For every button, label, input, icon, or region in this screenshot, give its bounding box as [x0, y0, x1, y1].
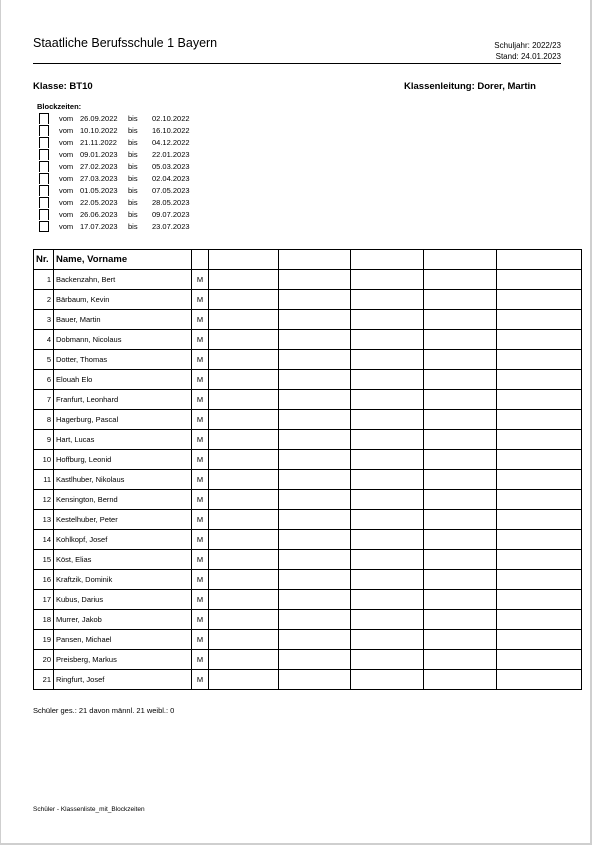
blockzeit-end: 05.03.2023: [152, 161, 190, 171]
student-nr: 2: [34, 290, 54, 310]
empty-cell: [497, 330, 582, 350]
student-name: Ringfurt, Josef: [54, 670, 192, 690]
blockzeit-end: 02.10.2022: [152, 113, 190, 123]
empty-cell: [351, 290, 424, 310]
student-gender: M: [192, 290, 209, 310]
student-nr: 17: [34, 590, 54, 610]
empty-cell: [497, 410, 582, 430]
empty-cell: [209, 530, 279, 550]
student-nr: 14: [34, 530, 54, 550]
table-row: [34, 470, 582, 490]
empty-cell: [279, 330, 351, 350]
empty-cell: [279, 370, 351, 390]
empty-cell: [209, 670, 279, 690]
blockzeit-row: [39, 208, 202, 220]
empty-cell: [424, 450, 497, 470]
page-border-left: [0, 0, 1, 845]
empty-cell: [351, 410, 424, 430]
schuljahr: Schuljahr: 2022/23: [494, 41, 561, 50]
empty-cell: [351, 330, 424, 350]
empty-cell: [351, 270, 424, 290]
student-name: Kraftzik, Dominik: [54, 570, 192, 590]
blockzeit-bis: bis: [128, 125, 138, 135]
empty-cell: [279, 550, 351, 570]
student-nr: 1: [34, 270, 54, 290]
col-gender-header: [192, 250, 209, 270]
empty-cell: [209, 290, 279, 310]
empty-cell: [424, 570, 497, 590]
table-row: [34, 350, 582, 370]
blockzeit-end: 16.10.2022: [152, 125, 190, 135]
blockzeit-end: 04.12.2022: [152, 137, 190, 147]
blockzeit-vom: vom: [59, 197, 74, 207]
student-gender: M: [192, 610, 209, 630]
col-name-header: Name, Vorname: [54, 250, 192, 270]
table-row: [34, 510, 582, 530]
empty-cell: [351, 550, 424, 570]
student-table: [33, 249, 582, 690]
blockzeiten-list: [39, 112, 202, 232]
table-row: [34, 630, 582, 650]
empty-cell: [424, 490, 497, 510]
student-name: Backenzahn, Bert: [54, 270, 192, 290]
blockzeit-row: [39, 220, 202, 232]
blockzeit-vom: vom: [59, 185, 74, 195]
empty-cell: [424, 550, 497, 570]
checkbox-icon: [39, 125, 49, 136]
student-name: Hart, Lucas: [54, 430, 192, 450]
blockzeit-bis: bis: [128, 113, 138, 123]
student-gender: M: [192, 310, 209, 330]
empty-cell: [497, 290, 582, 310]
student-name: Bärbaum, Kevin: [54, 290, 192, 310]
empty-cell: [209, 630, 279, 650]
table-row: [34, 450, 582, 470]
empty-cell: [424, 650, 497, 670]
empty-cell: [279, 430, 351, 450]
empty-cell: [497, 670, 582, 690]
table-row: [34, 390, 582, 410]
blockzeit-bis: bis: [128, 221, 138, 231]
table-row: [34, 270, 582, 290]
checkbox-icon: [39, 173, 49, 184]
student-gender: M: [192, 650, 209, 670]
empty-cell: [209, 430, 279, 450]
col-nr-header: Nr.: [34, 250, 54, 270]
blockzeit-vom: vom: [59, 149, 74, 159]
student-name: Dobmann, Nicolaus: [54, 330, 192, 350]
empty-cell: [209, 550, 279, 570]
blockzeit-row: [39, 184, 202, 196]
table-row: [34, 530, 582, 550]
empty-cell: [209, 570, 279, 590]
empty-cell: [351, 490, 424, 510]
empty-cell: [497, 310, 582, 330]
student-name: Kubus, Darius: [54, 590, 192, 610]
student-nr: 9: [34, 430, 54, 450]
student-gender: M: [192, 590, 209, 610]
empty-cell: [279, 410, 351, 430]
table-header-row: [34, 250, 582, 270]
school-name: Staatliche Berufsschule 1 Bayern: [33, 36, 218, 50]
student-nr: 7: [34, 390, 54, 410]
student-nr: 21: [34, 670, 54, 690]
blockzeit-bis: bis: [128, 209, 138, 219]
empty-cell: [497, 570, 582, 590]
blockzeit-bis: bis: [128, 161, 138, 171]
empty-cell: [497, 370, 582, 390]
page-footer: Schüler - Klassenliste_mit_Blockzeiten: [33, 806, 145, 813]
empty-cell: [279, 570, 351, 590]
student-gender: M: [192, 530, 209, 550]
table-row: [34, 490, 582, 510]
empty-cell: [351, 310, 424, 330]
empty-cell: [209, 650, 279, 670]
empty-cell: [497, 610, 582, 630]
empty-cell: [351, 370, 424, 390]
empty-cell: [497, 630, 582, 650]
empty-cell: [209, 510, 279, 530]
student-gender: M: [192, 630, 209, 650]
empty-cell: [424, 390, 497, 410]
class-label: Klasse: BT10: [33, 81, 93, 92]
student-nr: 5: [34, 350, 54, 370]
student-gender: M: [192, 390, 209, 410]
blockzeit-start: 17.07.2023: [80, 221, 118, 231]
empty-cell: [351, 450, 424, 470]
student-nr: 13: [34, 510, 54, 530]
col-empty-2: [279, 250, 351, 270]
checkbox-icon: [39, 161, 49, 172]
empty-cell: [279, 310, 351, 330]
empty-cell: [209, 610, 279, 630]
blockzeit-end: 02.04.2023: [152, 173, 190, 183]
empty-cell: [351, 670, 424, 690]
blockzeit-vom: vom: [59, 137, 74, 147]
empty-cell: [279, 670, 351, 690]
blockzeit-row: [39, 148, 202, 160]
student-name: Murrer, Jakob: [54, 610, 192, 630]
blockzeit-start: 09.01.2023: [80, 149, 118, 159]
blockzeit-row: [39, 112, 202, 124]
student-name: Dotter, Thomas: [54, 350, 192, 370]
table-row: [34, 570, 582, 590]
blockzeit-bis: bis: [128, 185, 138, 195]
col-empty-1: [209, 250, 279, 270]
student-gender: M: [192, 370, 209, 390]
empty-cell: [209, 270, 279, 290]
blockzeit-bis: bis: [128, 197, 138, 207]
blockzeit-end: 07.05.2023: [152, 185, 190, 195]
blockzeit-start: 21.11.2022: [80, 137, 117, 147]
empty-cell: [279, 490, 351, 510]
empty-cell: [424, 330, 497, 350]
col-empty-3: [351, 250, 424, 270]
empty-cell: [209, 330, 279, 350]
header-divider: [33, 63, 561, 64]
empty-cell: [497, 650, 582, 670]
blockzeit-vom: vom: [59, 113, 74, 123]
class-teacher: Klassenleitung: Dorer, Martin: [404, 81, 536, 92]
empty-cell: [209, 490, 279, 510]
blockzeit-vom: vom: [59, 125, 74, 135]
student-name: Preisberg, Markus: [54, 650, 192, 670]
student-nr: 4: [34, 330, 54, 350]
empty-cell: [497, 490, 582, 510]
student-gender: M: [192, 550, 209, 570]
checkbox-icon: [39, 209, 49, 220]
student-gender: M: [192, 570, 209, 590]
checkbox-icon: [39, 185, 49, 196]
blockzeit-bis: bis: [128, 137, 138, 147]
blockzeit-end: 23.07.2023: [152, 221, 190, 231]
empty-cell: [351, 610, 424, 630]
blockzeit-row: [39, 124, 202, 136]
student-gender: M: [192, 470, 209, 490]
empty-cell: [351, 470, 424, 490]
empty-cell: [424, 670, 497, 690]
checkbox-icon: [39, 197, 49, 208]
empty-cell: [497, 270, 582, 290]
table-row: [34, 590, 582, 610]
empty-cell: [209, 450, 279, 470]
student-name: Bauer, Martin: [54, 310, 192, 330]
checkbox-icon: [39, 137, 49, 148]
student-nr: 8: [34, 410, 54, 430]
student-name: Hagerburg, Pascal: [54, 410, 192, 430]
blockzeit-vom: vom: [59, 173, 74, 183]
empty-cell: [351, 590, 424, 610]
student-nr: 11: [34, 470, 54, 490]
table-row: [34, 610, 582, 630]
student-name: Kensington, Bernd: [54, 490, 192, 510]
student-name: Köst, Elias: [54, 550, 192, 570]
empty-cell: [279, 450, 351, 470]
checkbox-icon: [39, 113, 49, 124]
blockzeit-vom: vom: [59, 209, 74, 219]
student-nr: 16: [34, 570, 54, 590]
empty-cell: [424, 510, 497, 530]
empty-cell: [424, 470, 497, 490]
empty-cell: [279, 390, 351, 410]
empty-cell: [497, 530, 582, 550]
table-row: [34, 650, 582, 670]
blockzeit-start: 26.06.2023: [80, 209, 118, 219]
blockzeit-row: [39, 172, 202, 184]
empty-cell: [279, 290, 351, 310]
student-nr: 10: [34, 450, 54, 470]
student-nr: 3: [34, 310, 54, 330]
empty-cell: [424, 430, 497, 450]
empty-cell: [279, 530, 351, 550]
empty-cell: [424, 530, 497, 550]
student-gender: M: [192, 270, 209, 290]
blockzeit-start: 22.05.2023: [80, 197, 118, 207]
table-row: [34, 330, 582, 350]
student-gender: M: [192, 410, 209, 430]
empty-cell: [279, 590, 351, 610]
table-row: [34, 370, 582, 390]
blockzeit-row: [39, 136, 202, 148]
student-name: Kestelhuber, Peter: [54, 510, 192, 530]
empty-cell: [424, 610, 497, 630]
student-nr: 20: [34, 650, 54, 670]
empty-cell: [279, 610, 351, 630]
empty-cell: [209, 310, 279, 330]
empty-cell: [497, 550, 582, 570]
empty-cell: [497, 510, 582, 530]
checkbox-icon: [39, 221, 49, 232]
blockzeit-vom: vom: [59, 161, 74, 171]
blockzeit-row: [39, 160, 202, 172]
empty-cell: [497, 430, 582, 450]
empty-cell: [424, 590, 497, 610]
blockzeit-end: 22.01.2023: [152, 149, 190, 159]
blockzeit-start: 10.10.2022: [80, 125, 118, 135]
empty-cell: [424, 350, 497, 370]
student-gender: M: [192, 450, 209, 470]
empty-cell: [209, 370, 279, 390]
empty-cell: [279, 650, 351, 670]
empty-cell: [497, 470, 582, 490]
empty-cell: [424, 290, 497, 310]
empty-cell: [424, 370, 497, 390]
student-nr: 12: [34, 490, 54, 510]
table-row: [34, 550, 582, 570]
blockzeit-start: 01.05.2023: [80, 185, 118, 195]
empty-cell: [209, 590, 279, 610]
blockzeit-start: 27.03.2023: [80, 173, 118, 183]
student-nr: 6: [34, 370, 54, 390]
student-gender: M: [192, 330, 209, 350]
blockzeit-start: 27.02.2023: [80, 161, 118, 171]
student-nr: 18: [34, 610, 54, 630]
col-empty-4: [424, 250, 497, 270]
empty-cell: [497, 350, 582, 370]
student-gender: M: [192, 350, 209, 370]
student-name: Elouah Elo: [54, 370, 192, 390]
table-row: [34, 670, 582, 690]
blockzeiten-title: Blockzeiten:: [37, 102, 82, 111]
student-gender: M: [192, 670, 209, 690]
stand-date: Stand: 24.01.2023: [495, 52, 561, 61]
blockzeit-bis: bis: [128, 173, 138, 183]
document-meta: [494, 40, 561, 62]
empty-cell: [497, 450, 582, 470]
blockzeit-bis: bis: [128, 149, 138, 159]
student-summary: Schüler ges.: 21 davon männl. 21 weibl.: 0: [33, 706, 175, 715]
table-row: [34, 310, 582, 330]
table-row: [34, 290, 582, 310]
student-gender: M: [192, 430, 209, 450]
empty-cell: [209, 470, 279, 490]
blockzeit-end: 09.07.2023: [152, 209, 190, 219]
checkbox-icon: [39, 149, 49, 160]
empty-cell: [497, 590, 582, 610]
student-nr: 15: [34, 550, 54, 570]
student-nr: 19: [34, 630, 54, 650]
student-name: Franfurt, Leonhard: [54, 390, 192, 410]
blockzeit-end: 28.05.2023: [152, 197, 190, 207]
student-gender: M: [192, 510, 209, 530]
empty-cell: [424, 270, 497, 290]
student-name: Pansen, Michael: [54, 630, 192, 650]
empty-cell: [424, 310, 497, 330]
empty-cell: [351, 510, 424, 530]
empty-cell: [424, 630, 497, 650]
student-name: Hoffburg, Leonid: [54, 450, 192, 470]
empty-cell: [279, 350, 351, 370]
empty-cell: [351, 530, 424, 550]
table-row: [34, 410, 582, 430]
empty-cell: [351, 430, 424, 450]
empty-cell: [209, 350, 279, 370]
empty-cell: [209, 390, 279, 410]
table-row: [34, 430, 582, 450]
empty-cell: [279, 510, 351, 530]
empty-cell: [279, 470, 351, 490]
student-gender: M: [192, 490, 209, 510]
empty-cell: [497, 390, 582, 410]
empty-cell: [209, 410, 279, 430]
empty-cell: [279, 630, 351, 650]
empty-cell: [351, 630, 424, 650]
empty-cell: [351, 570, 424, 590]
empty-cell: [351, 350, 424, 370]
student-name: Kohlkopf, Josef: [54, 530, 192, 550]
empty-cell: [279, 270, 351, 290]
blockzeit-vom: vom: [59, 221, 74, 231]
blockzeit-row: [39, 196, 202, 208]
empty-cell: [351, 390, 424, 410]
empty-cell: [351, 650, 424, 670]
col-empty-5: [497, 250, 582, 270]
student-name: Kastlhuber, Nikolaus: [54, 470, 192, 490]
empty-cell: [424, 410, 497, 430]
blockzeit-start: 26.09.2022: [80, 113, 118, 123]
